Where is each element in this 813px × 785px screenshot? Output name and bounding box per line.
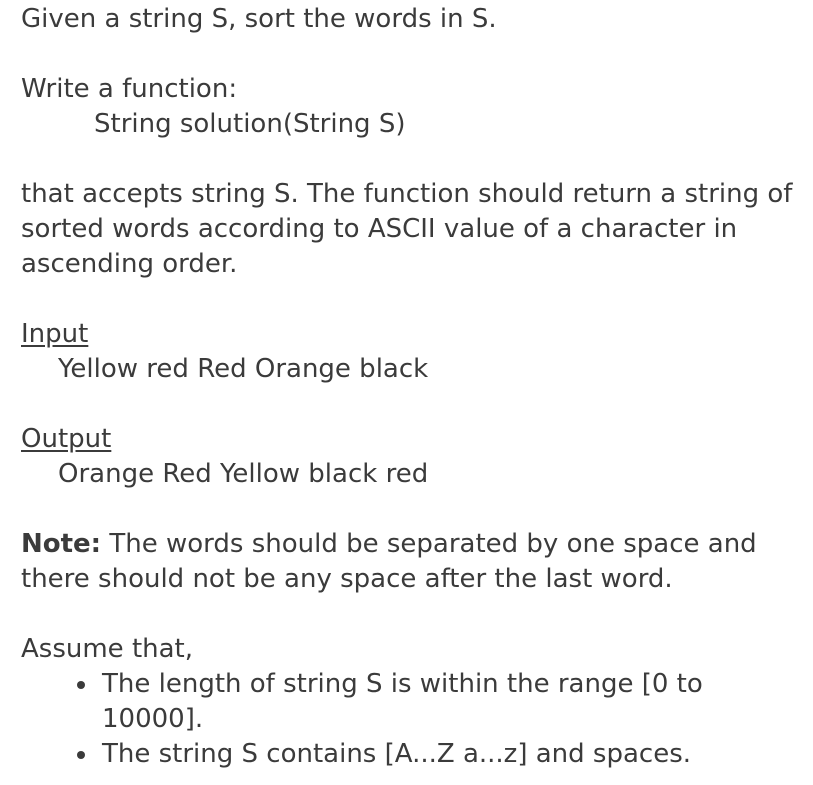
list-item-text: 10000]. <box>102 704 204 734</box>
assume-label: Assume that, <box>21 634 194 664</box>
bullet-icon <box>77 751 85 759</box>
input-heading: Input <box>21 319 89 349</box>
input-section <box>21 317 806 387</box>
problem-statement <box>21 2 806 772</box>
description-line: that accepts string S. The function should return a string of <box>21 179 793 209</box>
list-item-text: The string S contains [A...Z a...z] and spaces. <box>102 739 691 769</box>
description-line: ascending order. <box>21 249 238 279</box>
function-section <box>21 72 806 142</box>
list-item-text: The length of string S is within the range [0 to <box>102 669 703 699</box>
input-value: Yellow red Red Orange black <box>58 354 429 384</box>
description-line: sorted words according to ASCII value of a character in <box>21 214 738 244</box>
output-section <box>21 422 806 492</box>
intro-paragraph <box>21 2 806 37</box>
note-label: Note: <box>21 529 102 559</box>
output-heading: Output <box>21 424 112 454</box>
assumptions-section <box>21 632 806 772</box>
note-text: The words should be separated by one space and <box>101 529 757 559</box>
intro-text: Given a string S, sort the words in S. <box>21 4 497 34</box>
note-section <box>21 527 806 597</box>
assumptions-list <box>21 667 806 772</box>
description-paragraph <box>21 177 806 282</box>
bullet-icon <box>77 681 85 689</box>
list-item <box>102 737 806 772</box>
write-function-label: Write a function: <box>21 74 238 104</box>
function-signature: String solution(String S) <box>94 109 406 139</box>
output-value: Orange Red Yellow black red <box>58 459 429 489</box>
note-text-continued: there should not be any space after the last word. <box>21 564 673 594</box>
list-item <box>102 667 806 737</box>
